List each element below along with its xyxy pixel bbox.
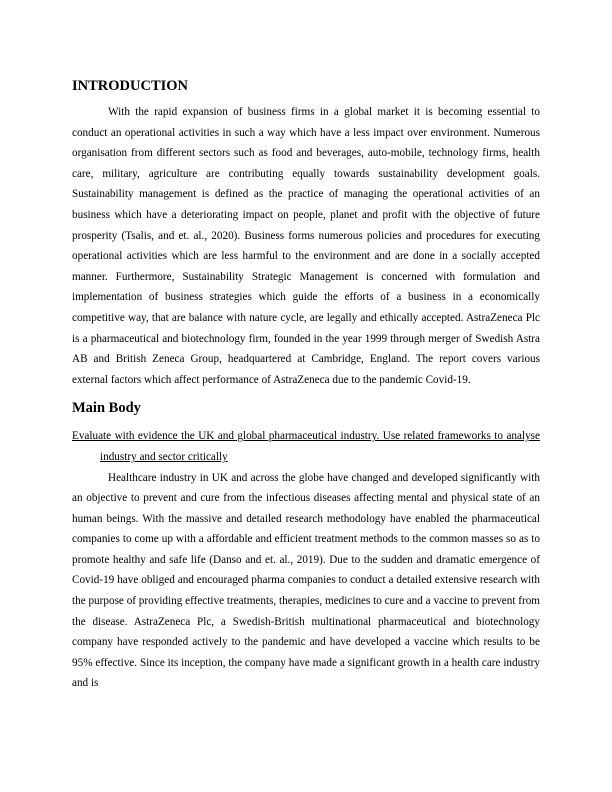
document-page: [72, 76, 540, 694]
section-question: Evaluate with evidence the UK and global pharmaceutical industry. Use related frameworks to analyse industry and sector critically: [72, 430, 540, 463]
introduction-heading: INTRODUCTION: [72, 78, 189, 94]
introduction-paragraph: With the rapid expansion of business firms in a global market it is becoming essential to conduct an operational activities in such a way which have a less impact over environment. Numerous organisation from different sectors such as food and beverages, auto-mobile, technology firms, health care, military, agriculture are contributing equally towards sustainability development goals. Sustainability management is defined as the practice of managing the operational activities of an business which have a deteriorating impact on people, planet and profit with the objective of future prosperity (Tsalis, and et. al., 2020). Business forms numerous policies and procedures for executing operational activities which are less harmful to the environment and are done in a socially accepted manner. Furthermore, Sustainability Strategic Management is concerned with formulation and implementation of business strategies which guide the efforts of a business in a economically competitive way, that are balance with nature cycle, are legally and ethically accepted. AstraZeneca Plc is a pharmaceutical and biotechnology firm, founded in the year 1999 through merger of Swedish Astra AB and British Zeneca Group, headquartered at Cambridge, England. The report covers various external factors which affect performance of AstraZeneca due to the pandemic Covid-19.: [72, 106, 540, 386]
main-body-heading: Main Body: [72, 400, 141, 417]
main-body-paragraph: Healthcare industry in UK and across the globe have changed and developed significantly with an objective to prevent and cure from the infectious diseases affecting mental and physical state of an human beings. With the massive and detailed research methodology have enabled the pharmaceutical companies to come up with a affordable and efficient treatment methods to the common masses so as to promote healthy and safe life (Danso and et. al., 2019). Due to the sudden and dramatic emergence of Covid-19 have obliged and encouraged pharma companies to conduct a detailed extensive research with the purpose of providing effective treatments, therapies, medicines to cure and a vaccine to prevent from the disease. AstraZeneca Plc, a Swedish-British multinational pharmaceutical and biotechnology company have responded actively to the pandemic and have developed a vaccine which results to be 95% effective. Since its inception, the company have made a significant growth in a health care industry and is: [72, 471, 540, 690]
